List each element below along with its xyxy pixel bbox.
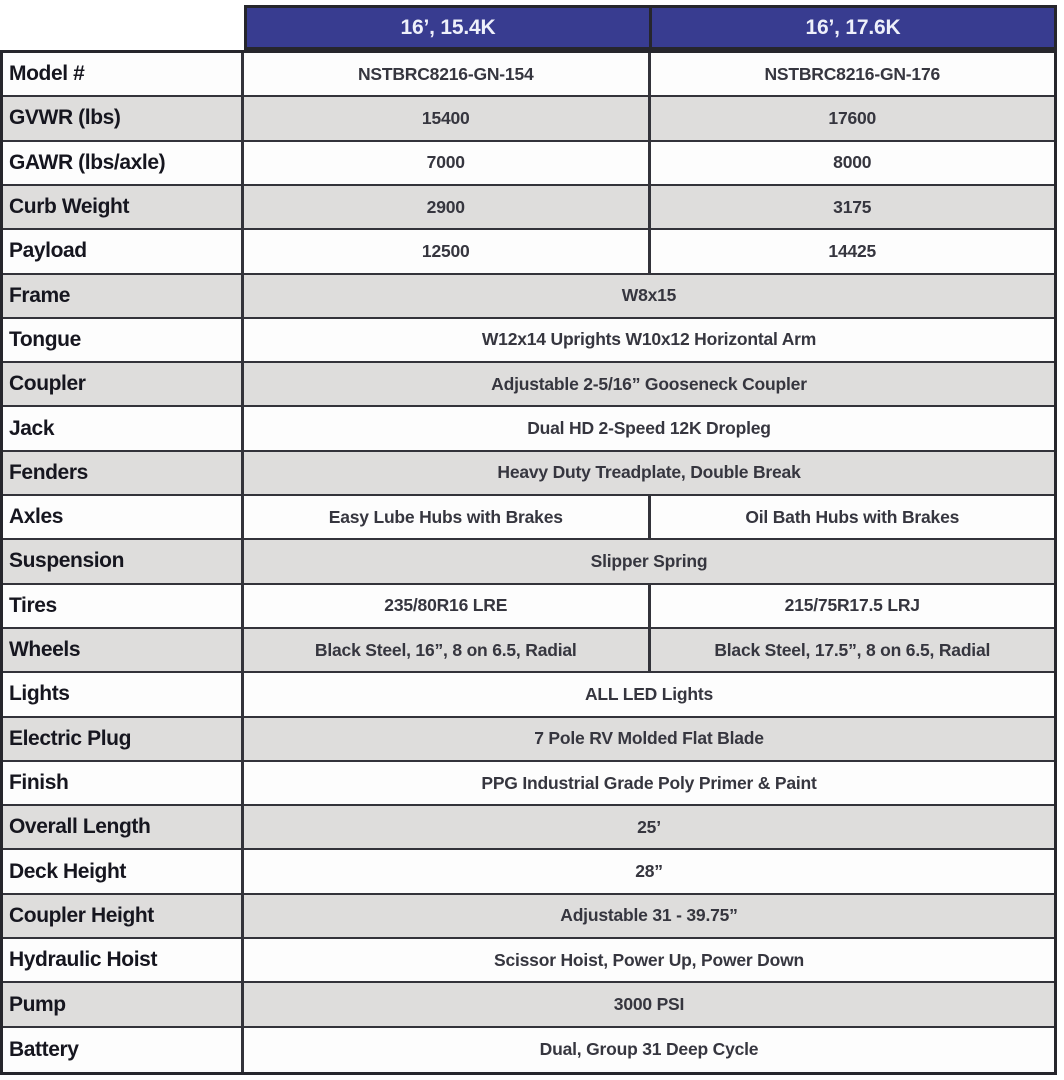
spec-label: Pump (3, 983, 244, 1025)
spec-values (244, 850, 1054, 892)
table-row (3, 452, 1054, 496)
spec-values (244, 895, 1054, 937)
spec-values (244, 363, 1054, 405)
table-row (3, 939, 1054, 983)
spec-value: 8000 (833, 152, 872, 173)
table-row (3, 673, 1054, 717)
spec-label: Coupler (3, 363, 244, 405)
spec-values (244, 230, 1054, 272)
spec-value-span: Adjustable 31 - 39.75” (560, 905, 738, 926)
spec-value: 215/75R17.5 LRJ (784, 595, 920, 616)
spec-label: Finish (3, 762, 244, 804)
table-row (3, 1028, 1054, 1072)
spec-values (244, 1028, 1054, 1072)
table-row (3, 718, 1054, 762)
table-row (3, 983, 1054, 1027)
spec-values (244, 806, 1054, 848)
table-row (3, 407, 1054, 451)
spec-value-span: 3000 PSI (613, 994, 685, 1015)
spec-values (244, 629, 1054, 671)
table-row (3, 806, 1054, 850)
spec-value-span: 25’ (637, 816, 661, 837)
spec-values (244, 142, 1054, 184)
spec-label: Jack (3, 407, 244, 449)
spec-label: GVWR (lbs) (3, 97, 244, 139)
spec-value-span: Adjustable 2-5/16” Gooseneck Coupler (491, 373, 807, 394)
spec-label: Curb Weight (3, 186, 244, 228)
spec-label: Fenders (3, 452, 244, 494)
spec-values (244, 186, 1054, 228)
spec-value: NSTBRC8216-GN-176 (764, 63, 941, 84)
spec-table-body (0, 50, 1057, 1075)
spec-value: Oil Bath Hubs with Brakes (745, 506, 960, 527)
table-row (3, 97, 1054, 141)
spec-value: 3175 (833, 196, 872, 217)
column-header-16ft-154k: 16’, 15.4K (400, 15, 496, 39)
spec-values (244, 762, 1054, 804)
table-row (3, 53, 1054, 97)
spec-value: 15400 (421, 107, 470, 128)
table-row (3, 585, 1054, 629)
table-row (3, 895, 1054, 939)
spec-label: Hydraulic Hoist (3, 939, 244, 981)
spec-label: Coupler Height (3, 895, 244, 937)
spec-values (244, 585, 1054, 627)
table-row (3, 142, 1054, 186)
column-header-16ft-176k: 16’, 17.6K (805, 15, 901, 39)
spec-value: 14425 (828, 240, 877, 261)
spec-label: Overall Length (3, 806, 244, 848)
table-row (3, 319, 1054, 363)
spec-label: Model # (3, 53, 244, 95)
spec-value: 17600 (828, 107, 877, 128)
spec-label: Tires (3, 585, 244, 627)
spec-values (244, 407, 1054, 449)
spec-values (244, 452, 1054, 494)
spec-label: Frame (3, 275, 244, 317)
spec-values (244, 275, 1054, 317)
spec-values (244, 97, 1054, 139)
spec-values (244, 496, 1054, 538)
spec-values (244, 939, 1054, 981)
spec-value-span: W8x15 (621, 285, 677, 306)
spec-value: Black Steel, 16”, 8 on 6.5, Radial (314, 639, 577, 660)
table-row (3, 850, 1054, 894)
spec-value: 12500 (421, 240, 470, 261)
spec-value-span: 7 Pole RV Molded Flat Blade (534, 728, 764, 749)
table-row (3, 496, 1054, 540)
table-row (3, 186, 1054, 230)
spec-value: NSTBRC8216-GN-154 (357, 63, 534, 84)
table-row (3, 629, 1054, 673)
table-header-row (244, 5, 1057, 50)
spec-value-span: ALL LED Lights (584, 683, 714, 704)
table-row (3, 762, 1054, 806)
spec-value: Easy Lube Hubs with Brakes (328, 506, 563, 527)
spec-value-span: Scissor Hoist, Power Up, Power Down (493, 949, 804, 970)
spec-value-span: W12x14 Uprights W10x12 Horizontal Arm (481, 329, 817, 350)
spec-values (244, 540, 1054, 582)
spec-label: Payload (3, 230, 244, 272)
table-row (3, 540, 1054, 584)
table-row (3, 363, 1054, 407)
spec-values (244, 673, 1054, 715)
spec-label: Deck Height (3, 850, 244, 892)
spec-value: 235/80R16 LRE (384, 595, 508, 616)
spec-label: Battery (3, 1028, 244, 1072)
table-row (3, 275, 1054, 319)
spec-value: 7000 (426, 152, 465, 173)
spec-values (244, 53, 1054, 95)
spec-values (244, 718, 1054, 760)
spec-value-span: PPG Industrial Grade Poly Primer & Paint (481, 772, 817, 793)
spec-values (244, 983, 1054, 1025)
spec-label: Lights (3, 673, 244, 715)
spec-value-span: Heavy Duty Treadplate, Double Break (497, 462, 801, 483)
spec-label: Suspension (3, 540, 244, 582)
spec-label: Electric Plug (3, 718, 244, 760)
spec-value-span: Dual HD 2-Speed 12K Dropleg (527, 418, 771, 439)
spec-values (244, 319, 1054, 361)
spec-value-span: Slipper Spring (590, 550, 708, 571)
table-row (3, 230, 1054, 274)
spec-label: GAWR (lbs/axle) (3, 142, 244, 184)
spec-value-span: Dual, Group 31 Deep Cycle (539, 1039, 759, 1060)
spec-value-span: 28” (635, 861, 663, 882)
spec-label: Tongue (3, 319, 244, 361)
spec-value: Black Steel, 17.5”, 8 on 6.5, Radial (714, 639, 991, 660)
spec-label: Wheels (3, 629, 244, 671)
spec-label: Axles (3, 496, 244, 538)
spec-value: 2900 (426, 196, 465, 217)
